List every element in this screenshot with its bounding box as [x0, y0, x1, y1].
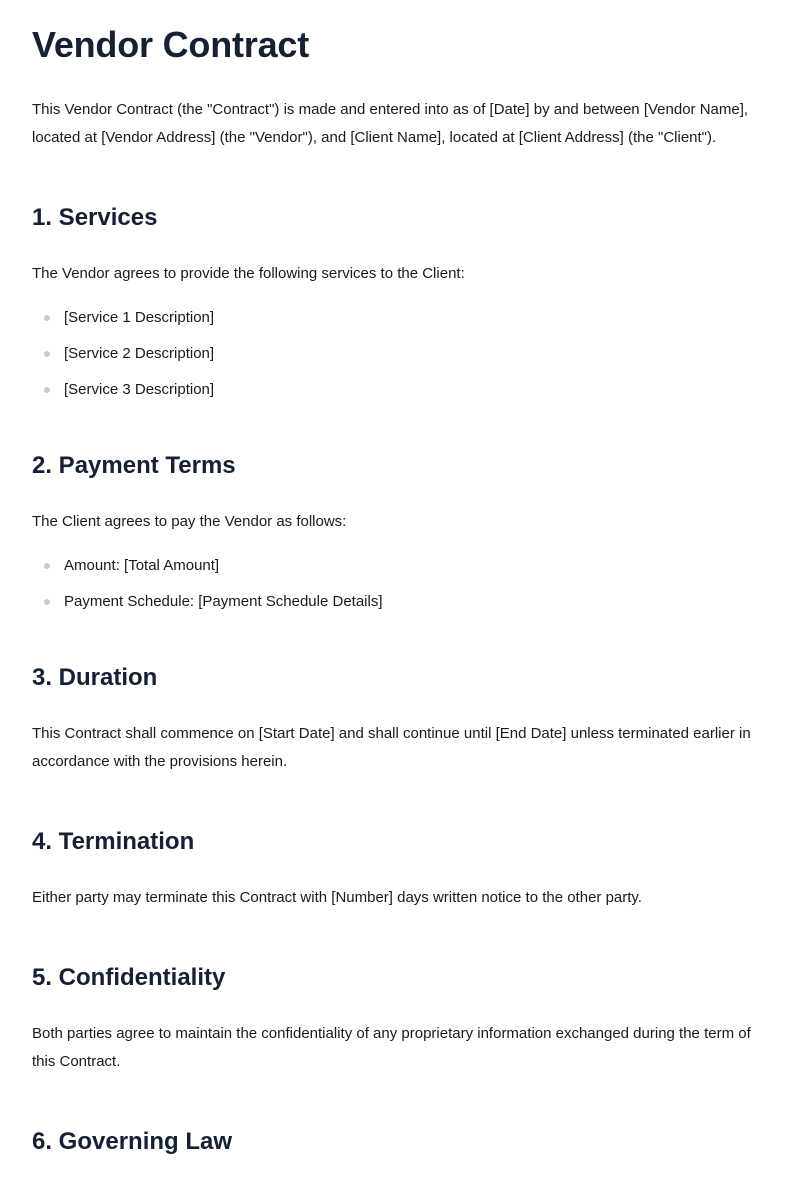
section-heading: 4. Termination: [32, 828, 195, 855]
section-body: Either party may terminate this Contract with [Number] days written notice to the other party.: [32, 889, 642, 906]
bullet-icon: [44, 563, 50, 569]
bullet-icon: [44, 387, 50, 393]
document-title: Vendor Contract: [32, 24, 310, 65]
payment-list: [32, 556, 768, 612]
section-governing-law: [32, 1126, 768, 1158]
section-body: This Contract shall commence on [Start Date] and shall continue until [End Date] unless terminated earlier in accordance with the provisions herein.: [32, 725, 751, 770]
list-item-text: [Service 2 Description]: [64, 345, 215, 362]
list-item: [32, 380, 768, 400]
bullet-icon: [44, 315, 50, 321]
services-list: [32, 308, 768, 400]
section-body: The Vendor agrees to provide the following services to the Client:: [32, 265, 465, 282]
section-heading: 1. Services: [32, 204, 158, 231]
section-payment-terms: [32, 450, 768, 612]
list-item-text: Amount: [Total Amount]: [64, 557, 220, 574]
list-item: [32, 556, 768, 576]
section-heading: 2. Payment Terms: [32, 452, 236, 479]
section-duration: [32, 662, 768, 776]
list-item: [32, 592, 768, 612]
bullet-icon: [44, 351, 50, 357]
intro-paragraph: This Vendor Contract (the "Contract") is made and entered into as of [Date] by and between [Vendor Name], located at [Vendor Address] (the "Vendor"), and [Client Name], located at [Client Address] (the "Client").: [32, 101, 749, 146]
section-services: [32, 202, 768, 400]
bullet-icon: [44, 599, 50, 605]
section-termination: [32, 826, 768, 912]
list-item: [32, 344, 768, 364]
list-item-text: [Service 1 Description]: [64, 309, 215, 326]
section-heading: 5. Confidentiality: [32, 964, 226, 991]
section-body: The Client agrees to pay the Vendor as follows:: [32, 513, 347, 530]
list-item: [32, 308, 768, 328]
section-confidentiality: [32, 962, 768, 1076]
section-heading: 3. Duration: [32, 664, 158, 691]
section-body: Both parties agree to maintain the confidentiality of any proprietary information exchanged during the term of this Contract.: [32, 1025, 751, 1070]
list-item-text: [Service 3 Description]: [64, 381, 215, 398]
sections-container: [32, 202, 768, 1158]
section-heading: 6. Governing Law: [32, 1128, 233, 1155]
list-item-text: Payment Schedule: [Payment Schedule Details]: [64, 593, 383, 610]
